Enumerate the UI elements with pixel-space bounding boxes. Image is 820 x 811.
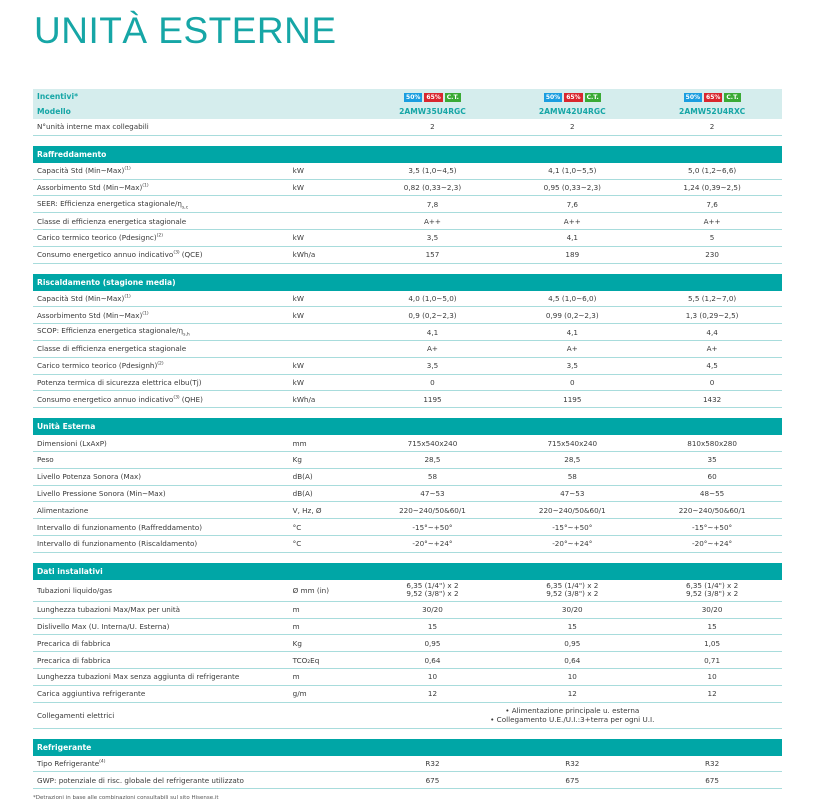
- table-row: [33, 375, 782, 392]
- row-label: [33, 344, 293, 353]
- row-value: 220~240/50&60/1: [538, 505, 606, 515]
- row-value: 7,6: [566, 199, 578, 209]
- sections-container: [33, 136, 782, 789]
- section-gap: [33, 553, 782, 563]
- table-row: [33, 341, 782, 358]
- section-header: Refrigerante: [33, 739, 782, 756]
- row-value: 10: [427, 672, 438, 682]
- row-value: 2: [569, 122, 575, 132]
- row-unit: TCO₂Eq: [292, 655, 320, 665]
- incentives-row: [33, 89, 782, 104]
- row-value: 7,8: [426, 199, 439, 209]
- row-value: -20°~+24°: [412, 539, 453, 549]
- row-label-text: Classe di efficienza energetica stagionale: [37, 344, 187, 354]
- subscript: s,c: [181, 205, 189, 210]
- row-value: A++: [563, 216, 581, 226]
- model-name: 2AMW35U4RGC: [399, 107, 466, 116]
- model-name: 2AMW42U4RGC: [538, 107, 606, 116]
- section-header: Riscaldamento (stagione media): [33, 274, 782, 291]
- row-value: 0,99 (0,2~2,3): [545, 310, 599, 320]
- row-value: 0,64: [564, 655, 581, 665]
- footnote-ref: (2): [156, 233, 164, 239]
- row-label-suffix: (QCE): [181, 250, 203, 260]
- table-row: [33, 619, 782, 636]
- row-label-text: Collegamenti elettrici: [37, 710, 115, 720]
- row-value: 3,5: [426, 233, 439, 243]
- table-row: [33, 180, 782, 197]
- row-unit: m: [292, 672, 300, 682]
- row-value: [502, 582, 642, 599]
- row-value: 3,5 (1,0~4,5): [408, 166, 457, 176]
- row-label: [33, 489, 293, 498]
- row-label-text: Consumo energetico annuo indicativo: [37, 250, 174, 260]
- row-label: [33, 199, 293, 210]
- row-value: 0: [709, 377, 715, 387]
- row-value: -15°~+50°: [692, 522, 733, 532]
- row-value: 4,0 (1,0~5,0): [408, 293, 457, 303]
- row-label: [33, 183, 293, 192]
- row-value: -20°~+24°: [552, 539, 593, 549]
- table-row: [33, 163, 782, 180]
- row-value: A+: [426, 344, 438, 354]
- badge-65-badge: 65%: [426, 93, 441, 101]
- row-value: 3,5: [566, 361, 578, 371]
- row-value: 0: [430, 377, 435, 387]
- row-value: 30/20: [561, 605, 583, 615]
- table-row: [33, 703, 782, 729]
- row-label: [33, 523, 293, 532]
- badge-50-badge: 50%: [545, 93, 561, 101]
- span-line: • Alimentazione principale u. esterna: [505, 706, 640, 716]
- row-value: 58: [567, 472, 577, 482]
- footnote-ref: (2): [157, 361, 164, 367]
- row-label-text: GWP: potenziale di risc. globale del refrigerante utilizzato: [37, 775, 244, 785]
- row-value: 715x540x240: [547, 438, 598, 448]
- row-label-text: Precarica di fabbrica: [37, 638, 111, 648]
- row-value: 675: [425, 775, 440, 785]
- footnote-ref: (1): [142, 183, 149, 189]
- row-value: R32: [705, 758, 720, 768]
- row-value: 675: [565, 775, 580, 785]
- row-label: [33, 326, 293, 337]
- row-unit: kW: [292, 166, 304, 176]
- row-unit: kW: [292, 377, 304, 387]
- badge-ct-badge: C.T.: [726, 93, 739, 101]
- row-label: [33, 689, 293, 698]
- span-line: • Collegamento U.E./U.I.:3+terra per ogni U.I.: [490, 715, 655, 725]
- row-label-text: Assorbimento Std (Min~Max): [37, 310, 143, 320]
- badge-ct-badge: C.T.: [586, 93, 599, 101]
- table-row: [33, 652, 782, 669]
- badge-ct-badge: C.T.: [446, 93, 459, 101]
- row-value: 0,64: [424, 655, 441, 665]
- row-label-text: Livello Pressione Sonora (Min~Max): [37, 488, 166, 498]
- row-value: 2: [430, 122, 435, 132]
- row-unit: kW: [292, 310, 304, 320]
- row-label-text: Capacità Std (Min~Max): [37, 166, 125, 176]
- row-value: 0,95: [424, 638, 441, 648]
- badge-50-badge: 50%: [685, 93, 701, 101]
- row-value: R32: [425, 758, 440, 768]
- row-label: [33, 294, 293, 303]
- row-label-text: Potenza termica di sicurezza elettrica elbu(Tj): [37, 377, 202, 387]
- row-value: 47~53: [420, 488, 445, 498]
- row-value: 15: [567, 621, 577, 631]
- row-value: 5,5 (1,2~7,0): [687, 293, 737, 303]
- footnote: *Detrazioni in base alle combinazioni consultabili sul sito Hisense.it: [33, 795, 219, 801]
- table-row: [33, 536, 782, 553]
- table-row: [33, 307, 782, 324]
- row-value: 2: [709, 122, 715, 132]
- row-label: [33, 250, 293, 259]
- row-label: [33, 622, 293, 631]
- row-value: 30/20: [701, 605, 723, 615]
- table-row: [33, 391, 782, 408]
- value-line: 6,35 (1/4") x 2: [546, 580, 599, 590]
- table-row: [33, 213, 782, 230]
- row-label-text: Capacità Std (Min~Max): [37, 293, 125, 303]
- row-label-text: SEER: Efficienza energetica stagionale/η: [37, 198, 182, 208]
- row-value: 1195: [423, 394, 442, 404]
- row-label: [33, 759, 293, 768]
- row-value: 58: [427, 472, 438, 482]
- subscript: s,h: [183, 332, 190, 338]
- row-unit: g/m: [292, 689, 307, 699]
- incentives-label: Incentivi*: [37, 92, 79, 101]
- row-value: 4,5 (1,0~6,0): [548, 293, 597, 303]
- row-value: [642, 582, 782, 599]
- footnote-ref: (4): [99, 759, 106, 765]
- row-label-text: Dimensioni (LxAxP): [37, 438, 107, 448]
- incentive-badges-col1: [363, 92, 503, 102]
- row-value: 0,9 (0,2~2,3): [408, 310, 457, 320]
- row-value: 675: [705, 775, 719, 785]
- row-value: 4,1: [426, 327, 439, 337]
- row-value: 0,95: [564, 638, 581, 648]
- row-label: [33, 506, 293, 515]
- value-line: 6,35 (1/4") x 2: [686, 580, 739, 590]
- row-unit: kW: [292, 293, 304, 303]
- table-row: [33, 358, 782, 375]
- row-label: [33, 472, 293, 481]
- row-value: 3,5: [426, 361, 439, 371]
- row-value: 1432: [702, 394, 722, 404]
- row-value: 189: [565, 250, 580, 260]
- table-row: [33, 291, 782, 308]
- row-label-text: Lunghezza tubazioni Max senza aggiunta di refrigerante: [37, 672, 240, 682]
- section-header: Unità Esterna: [33, 418, 782, 435]
- row-value: 4,1: [566, 327, 578, 337]
- row-value: 5: [709, 233, 715, 243]
- row-label-text: Precarica di fabbrica: [37, 655, 111, 665]
- row-unit: kW: [292, 233, 304, 243]
- table-row: [33, 686, 782, 703]
- row-unit: kWh/a: [292, 250, 316, 260]
- row-value: 28,5: [564, 455, 581, 465]
- section-gap: [33, 136, 782, 146]
- model-label: Modello: [37, 107, 71, 116]
- row-value: A++: [703, 216, 721, 226]
- row-label: [33, 166, 293, 175]
- row-label: N°unità interne max collegabili: [37, 122, 149, 132]
- row-label: [33, 605, 293, 614]
- row-value: 715x540x240: [407, 438, 458, 448]
- footnote-ref: (3): [173, 250, 180, 256]
- table-row: [33, 756, 782, 773]
- row-label: [33, 361, 293, 370]
- row-unit: Kg: [292, 455, 302, 465]
- row-unit: dB(A): [292, 472, 313, 482]
- row-label: [33, 672, 293, 681]
- row-value: 10: [567, 672, 577, 682]
- incentive-badges-col2: [502, 92, 642, 102]
- row-value: 1195: [563, 394, 582, 404]
- footnote-ref: (1): [142, 311, 149, 317]
- row-value: 4,4: [706, 327, 718, 337]
- row-unit: kWh/a: [292, 394, 316, 404]
- row-label: [33, 586, 293, 595]
- table-row: [33, 230, 782, 247]
- row-value: R32: [565, 758, 580, 768]
- row-value: [363, 582, 503, 599]
- row-label-suffix: (QHE): [181, 394, 203, 404]
- row-value: 157: [425, 250, 440, 260]
- row-value: 15: [707, 621, 717, 631]
- row-label-text: Peso: [37, 455, 54, 465]
- badge-50-badge: 50%: [406, 93, 421, 101]
- table-row: [33, 580, 782, 602]
- table-row: [33, 469, 782, 486]
- row-label-text: Intervallo di funzionamento (Raffreddamento): [37, 522, 203, 532]
- row-value: 1,05: [704, 638, 721, 648]
- row-value: 48~55: [699, 488, 725, 498]
- row-span-value: [363, 706, 782, 724]
- value-line: 9,52 (3/8") x 2: [546, 589, 599, 599]
- row-unit: °C: [292, 522, 302, 532]
- row-label-text: Carico termico teorico (Pdesignc): [37, 233, 157, 243]
- table-row: [33, 247, 782, 264]
- row-value: 60: [707, 472, 717, 482]
- max-units-row: [33, 119, 782, 136]
- table-row: [33, 435, 782, 452]
- section-header: Raffreddamento: [33, 146, 782, 163]
- table-row: [33, 452, 782, 469]
- incentive-badges-col3: [642, 92, 782, 102]
- row-label: [33, 455, 293, 464]
- value-line: 6,35 (1/4") x 2: [406, 580, 459, 590]
- row-unit: m: [292, 605, 300, 615]
- row-value: 5,0 (1,2~6,6): [687, 166, 737, 176]
- row-value: 4,1 (1,0~5,5): [548, 166, 597, 176]
- table-row: [33, 324, 782, 341]
- row-label: [33, 378, 293, 387]
- spec-table: [33, 89, 782, 789]
- table-row: [33, 502, 782, 519]
- row-label: [33, 639, 293, 648]
- row-label-text: Dislivello Max (U. Interna/U. Esterna): [37, 621, 170, 631]
- row-value: 0,82 (0,33~2,3): [403, 182, 462, 192]
- row-unit: kW: [292, 182, 304, 192]
- badge-65-badge: 65%: [566, 93, 581, 101]
- row-value: 810x580x280: [687, 438, 737, 448]
- row-value: 0,95 (0,33~2,3): [543, 182, 601, 192]
- row-value: 47~53: [560, 488, 585, 498]
- row-value: A+: [706, 344, 718, 354]
- row-unit: Ø mm (in): [292, 585, 330, 595]
- row-value: 12: [567, 689, 577, 699]
- table-row: [33, 772, 782, 789]
- row-value: -15°~+50°: [412, 522, 453, 532]
- row-label: [33, 539, 293, 548]
- section-gap: [33, 264, 782, 274]
- section-header: Dati installativi: [33, 563, 782, 580]
- row-label: [33, 776, 293, 785]
- row-unit: V, Hz, Ø: [292, 505, 322, 515]
- row-label: [33, 656, 293, 665]
- model-name: 2AMW52U4RXC: [679, 107, 746, 116]
- row-value: 220~240/50&60/1: [399, 505, 466, 515]
- row-label: [33, 395, 293, 404]
- row-unit: Kg: [292, 638, 302, 648]
- row-value: A+: [566, 344, 578, 354]
- row-value: 0,71: [704, 655, 721, 665]
- row-value: -20°~+24°: [692, 539, 733, 549]
- table-row: [33, 486, 782, 503]
- row-label-text: Tipo Refrigerante: [37, 758, 100, 768]
- row-value: 230: [705, 250, 719, 260]
- row-value: 1,24 (0,39~2,5): [683, 182, 741, 192]
- row-label: [33, 233, 293, 242]
- row-unit: m: [292, 621, 300, 631]
- row-label-text: Classe di efficienza energetica stagionale: [37, 216, 187, 226]
- row-value: 4,5: [706, 361, 718, 371]
- row-value: 7,6: [706, 199, 718, 209]
- badge-65-badge: 65%: [706, 93, 721, 101]
- footnote-ref: (3): [173, 395, 180, 401]
- row-value: 28,5: [424, 455, 441, 465]
- row-label-text: Lunghezza tubazioni Max/Max per unità: [37, 605, 181, 615]
- page-title: UNITÀ ESTERNE: [34, 10, 337, 51]
- table-row: [33, 669, 782, 686]
- row-value: 30/20: [422, 605, 443, 615]
- table-row: [33, 519, 782, 536]
- row-value: 12: [427, 689, 438, 699]
- row-label: [33, 711, 293, 720]
- row-value: 35: [707, 455, 717, 465]
- row-label-text: Intervallo di funzionamento (Riscaldamento): [37, 539, 198, 549]
- row-value: A++: [423, 216, 441, 226]
- row-unit: °C: [292, 539, 302, 549]
- row-value: 220~240/50&60/1: [678, 505, 746, 515]
- row-label-text: Livello Potenza Sonora (Max): [37, 472, 142, 482]
- table-row: [33, 602, 782, 619]
- row-label-text: Carico termico teorico (Pdesignh): [37, 361, 158, 371]
- section-gap: [33, 408, 782, 418]
- row-label: [33, 217, 293, 226]
- row-unit: dB(A): [292, 488, 313, 498]
- row-label-text: Assorbimento Std (Min~Max): [37, 182, 143, 192]
- section-gap: [33, 729, 782, 739]
- row-value: 12: [707, 689, 717, 699]
- footnote-ref: (1): [124, 166, 131, 172]
- table-row: [33, 635, 782, 652]
- row-unit: kW: [292, 361, 304, 371]
- row-label: [33, 439, 293, 448]
- row-label-text: Tubazioni liquido/gas: [37, 585, 113, 595]
- row-value: 15: [427, 621, 438, 631]
- row-value: -15°~+50°: [552, 522, 593, 532]
- row-value: 10: [707, 672, 717, 682]
- model-row: [33, 104, 782, 119]
- row-label-text: Consumo energetico annuo indicativo: [37, 394, 174, 404]
- row-value: 0: [569, 377, 575, 387]
- row-value: 4,1: [566, 233, 578, 243]
- row-unit: mm: [292, 438, 307, 448]
- value-line: 9,52 (3/8") x 2: [686, 589, 739, 599]
- row-label-text: SCOP: Efficienza energetica stagionale/η: [37, 326, 184, 336]
- value-line: 9,52 (3/8") x 2: [406, 589, 459, 599]
- row-label-text: Alimentazione: [37, 505, 89, 515]
- table-row: [33, 196, 782, 213]
- row-label: [33, 311, 293, 320]
- row-value: 1,3 (0,29~2,5): [685, 310, 739, 320]
- footnote-ref: (1): [124, 294, 131, 300]
- row-label-text: Carica aggiuntiva refrigerante: [37, 689, 146, 699]
